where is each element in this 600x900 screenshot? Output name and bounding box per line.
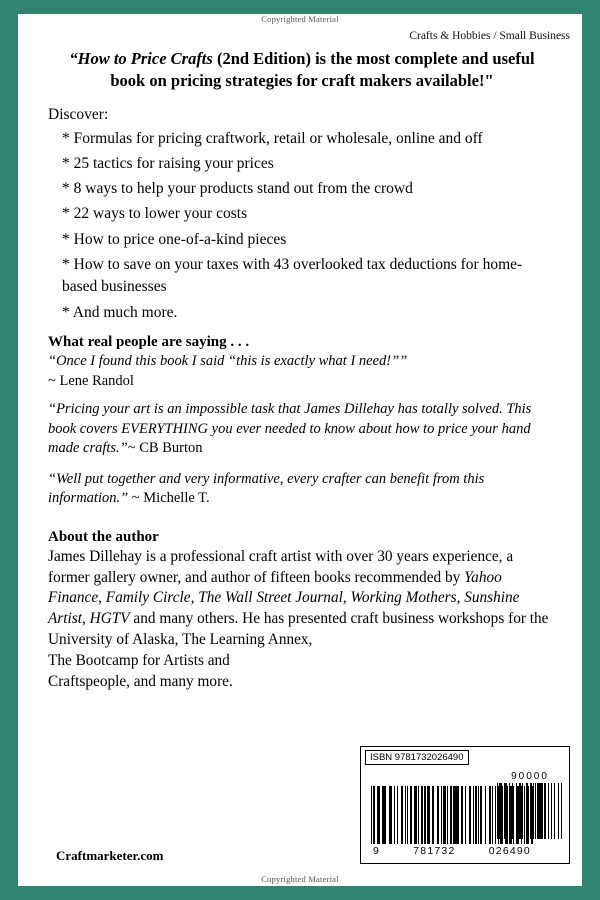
- isbn-label: ISBN 9781732026490: [365, 750, 469, 765]
- testimonial-attribution: ~ Lene Randol: [48, 373, 134, 390]
- discover-list: [48, 128, 556, 325]
- isbn-barcode-digits: [371, 845, 533, 857]
- testimonial-quote: [48, 400, 556, 458]
- cover-page: [18, 14, 582, 886]
- testimonial-quote-text: “Pricing your art is an impossible task that James Dillehay has totally solved. This book covers EVERYTHING you ever needed to know about how to price your hand made crafts.”: [48, 401, 532, 456]
- list-item: * 8 ways to help your products stand out from the crowd: [62, 180, 413, 198]
- author-bio-line3: The Bootcamp for Artists and: [48, 651, 230, 669]
- author-bio-publications: Yahoo Finance, Family Circle, The Wall Street Journal, Working Mothers, Sunshine Artist, HGTV: [48, 568, 520, 628]
- author-heading: About the author: [48, 528, 159, 545]
- testimonial-quote: “Once I found this book I said “this is exactly what I need!””: [48, 353, 408, 370]
- author-bio-part1: James Dillehay is a professional craft artist with over 30 years experience, a former gallery owner, and author of fifteen books recommended by: [48, 547, 514, 586]
- copyright-watermark-top: Copyrighted Material: [261, 14, 339, 24]
- headline-blurb: [48, 48, 556, 92]
- book-category-label: Crafts & Hobbies / Small Business: [409, 30, 570, 42]
- price-code-digits: 90000: [511, 771, 549, 782]
- isbn-digit-group-right: 026490: [488, 845, 531, 857]
- list-item: * 22 ways to lower your costs: [62, 205, 248, 223]
- headline-rest: is the most complete and useful book on pricing strategies for craft makers available!": [110, 49, 535, 90]
- website-link[interactable]: Craftmarketer.com: [56, 848, 164, 863]
- testimonials-heading: What real people are saying . . .: [48, 334, 250, 351]
- barcode-block: [360, 746, 570, 864]
- isbn-digit-group-left: 9: [373, 845, 381, 857]
- headline-edition: (2nd Edition): [216, 49, 311, 68]
- cover-content: [48, 48, 556, 692]
- isbn-digit-group-mid: 781732: [413, 845, 456, 857]
- list-item: * And much more.: [62, 303, 178, 321]
- copyright-watermark-bottom: Copyrighted Material: [261, 874, 339, 884]
- list-item: * How to price one-of-a-kind pieces: [62, 230, 287, 248]
- list-item: * Formulas for pricing craftwork, retail or wholesale, online and off: [62, 129, 483, 147]
- testimonial-attribution: ~ Michelle T.: [131, 490, 210, 507]
- author-bio-part2: and many others. He has presented craft business workshops for the University of Alaska, The Learning Annex,: [48, 610, 549, 648]
- isbn-barcode-bars: [371, 786, 533, 844]
- testimonial-attribution: ~ CB Burton: [127, 439, 203, 456]
- list-item: * 25 tactics for raising your prices: [62, 154, 274, 172]
- isbn-barcode: [371, 786, 533, 857]
- headline-title: “How to Price Crafts: [69, 49, 213, 68]
- discover-label: Discover:: [48, 105, 109, 123]
- testimonial-quote-text: “Well put together and very informative, every crafter can benefit from this information.”: [48, 471, 485, 507]
- author-bio-line4: Craftspeople, and many more.: [48, 672, 233, 690]
- testimonial-quote: [48, 470, 556, 509]
- author-bio: [48, 547, 556, 651]
- list-item: * How to save on your taxes with 43 overlooked tax deductions for home-based businesses: [62, 256, 523, 296]
